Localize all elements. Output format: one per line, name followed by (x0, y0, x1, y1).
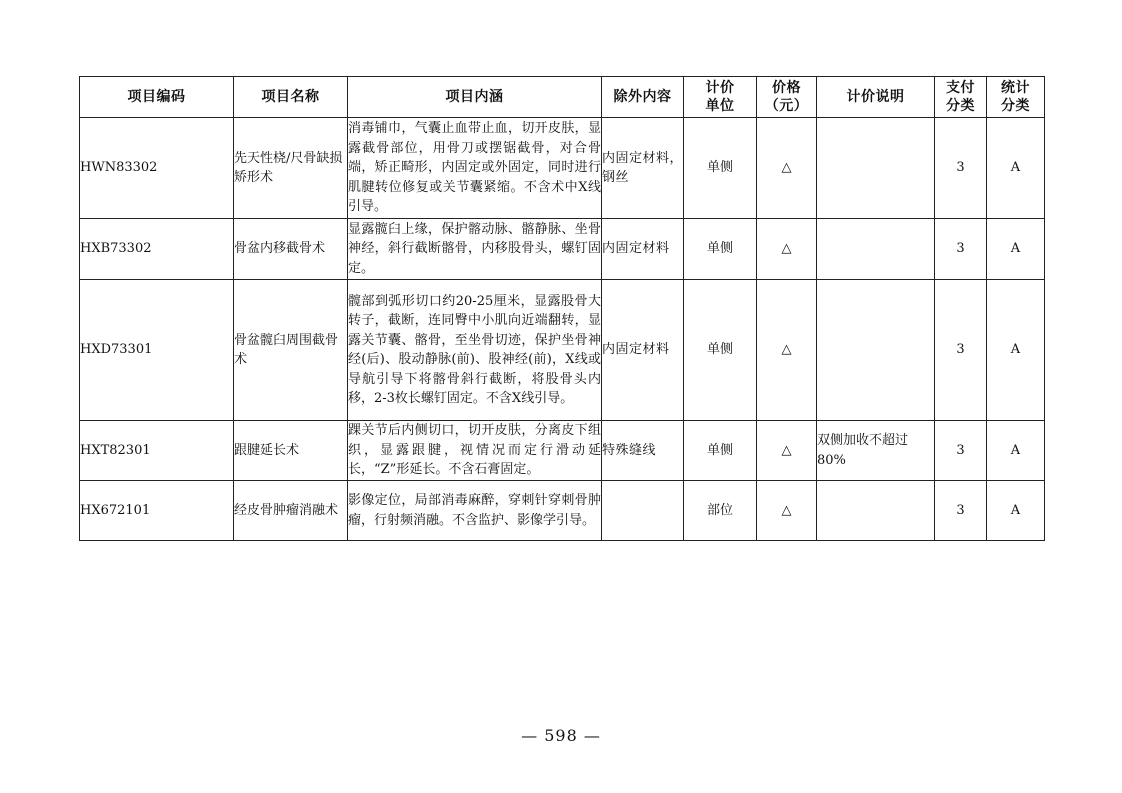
cell-unit: 单侧 (684, 280, 757, 421)
fee-schedule-table (79, 76, 1045, 541)
cell-price: △ (757, 421, 817, 481)
cell-exclusions: 内固定材料，钢丝 (602, 118, 684, 219)
col-header-unit-line2: 单位 (705, 98, 735, 114)
cell-exclusions: 特殊缝线 (602, 421, 684, 481)
col-header-exclusions: 除外内容 (602, 77, 684, 118)
col-header-stat (987, 77, 1045, 118)
cell-code: HWN83302 (80, 118, 234, 219)
col-header-price-line1: 价格 (772, 80, 801, 96)
cell-code: HXD73301 (80, 280, 234, 421)
col-header-pricing-note: 计价说明 (817, 77, 935, 118)
cell-unit: 单侧 (684, 219, 757, 280)
cell-price: △ (757, 219, 817, 280)
col-header-unit-line1: 计价 (705, 80, 735, 96)
cell-name: 骨盆内移截骨术 (234, 219, 348, 280)
cell-exclusions: 内固定材料 (602, 219, 684, 280)
cell-unit: 部位 (684, 481, 757, 541)
col-header-unit (684, 77, 757, 118)
header-row (80, 77, 1045, 118)
cell-price: △ (757, 118, 817, 219)
col-header-stat-line1: 统计 (1001, 80, 1030, 96)
cell-exclusions (602, 481, 684, 541)
cell-content: 踝关节后内侧切口，切开皮肤，分离皮下组织，显露跟腱，视情况而定行滑动延长，“Z”形延长。不含石膏固定。 (348, 421, 602, 481)
col-header-name: 项目名称 (234, 77, 348, 118)
cell-code: HX672101 (80, 481, 234, 541)
cell-payment: 3 (935, 219, 987, 280)
cell-name: 骨盆髋臼周围截骨术 (234, 280, 348, 421)
col-header-price (757, 77, 817, 118)
col-header-stat-line2: 分类 (1001, 98, 1030, 114)
table-row (80, 219, 1045, 280)
cell-pricing-note (817, 219, 935, 280)
col-header-payment-line2: 分类 (946, 98, 975, 114)
cell-pricing-note (817, 280, 935, 421)
cell-payment: 3 (935, 118, 987, 219)
cell-price: △ (757, 280, 817, 421)
col-header-payment-line1: 支付 (946, 80, 975, 96)
table-row (80, 481, 1045, 541)
cell-content: 影像定位，局部消毒麻醉，穿刺针穿刺骨肿瘤，行射频消融。不含监护、影像学引导。 (348, 481, 602, 541)
col-header-code: 项目编码 (80, 77, 234, 118)
cell-exclusions: 内固定材料 (602, 280, 684, 421)
cell-pricing-note (817, 118, 935, 219)
cell-pricing-note (817, 481, 935, 541)
cell-payment: 3 (935, 421, 987, 481)
cell-unit: 单侧 (684, 118, 757, 219)
cell-name: 先天性桡/尺骨缺损矫形术 (234, 118, 348, 219)
cell-payment: 3 (935, 481, 987, 541)
cell-name: 经皮骨肿瘤消融术 (234, 481, 348, 541)
cell-unit: 单侧 (684, 421, 757, 481)
table-row (80, 118, 1045, 219)
table-row (80, 421, 1045, 481)
cell-name: 跟腱延长术 (234, 421, 348, 481)
page-number: — 598 — (521, 726, 601, 745)
cell-stat: A (987, 219, 1045, 280)
cell-code: HXB73302 (80, 219, 234, 280)
cell-pricing-note: 双侧加收不超过80% (817, 421, 935, 481)
table-row (80, 280, 1045, 421)
col-header-payment (935, 77, 987, 118)
col-header-price-line2: （元） (764, 98, 809, 114)
cell-price: △ (757, 481, 817, 541)
col-header-content: 项目内涵 (348, 77, 602, 118)
cell-stat: A (987, 118, 1045, 219)
cell-stat: A (987, 481, 1045, 541)
cell-content: 髋部到弧形切口约20-25厘米，显露股骨大转子，截断，连同臀中小肌向近端翻转，显露关节囊、髂骨，至坐骨切迹，保护坐骨神经(后)、股动静脉(前)、股神经(前)，X线或导航引导下将髂骨斜行截断，将股骨头内移，2-3枚长螺钉固定。不含X线引导。 (348, 280, 602, 421)
cell-content: 显露髋臼上缘，保护髂动脉、髂静脉、坐骨神经，斜行截断髂骨，内移股骨头，螺钉固定。 (348, 219, 602, 280)
cell-payment: 3 (935, 280, 987, 421)
cell-stat: A (987, 421, 1045, 481)
cell-content: 消毒铺巾，气囊止血带止血，切开皮肤，显露截骨部位，用骨刀或摆锯截骨，对合骨端，矫正畸形，内固定或外固定，同时进行肌腱转位修复或关节囊紧缩。不含术中X线引导。 (348, 118, 602, 219)
cell-stat: A (987, 280, 1045, 421)
cell-code: HXT82301 (80, 421, 234, 481)
